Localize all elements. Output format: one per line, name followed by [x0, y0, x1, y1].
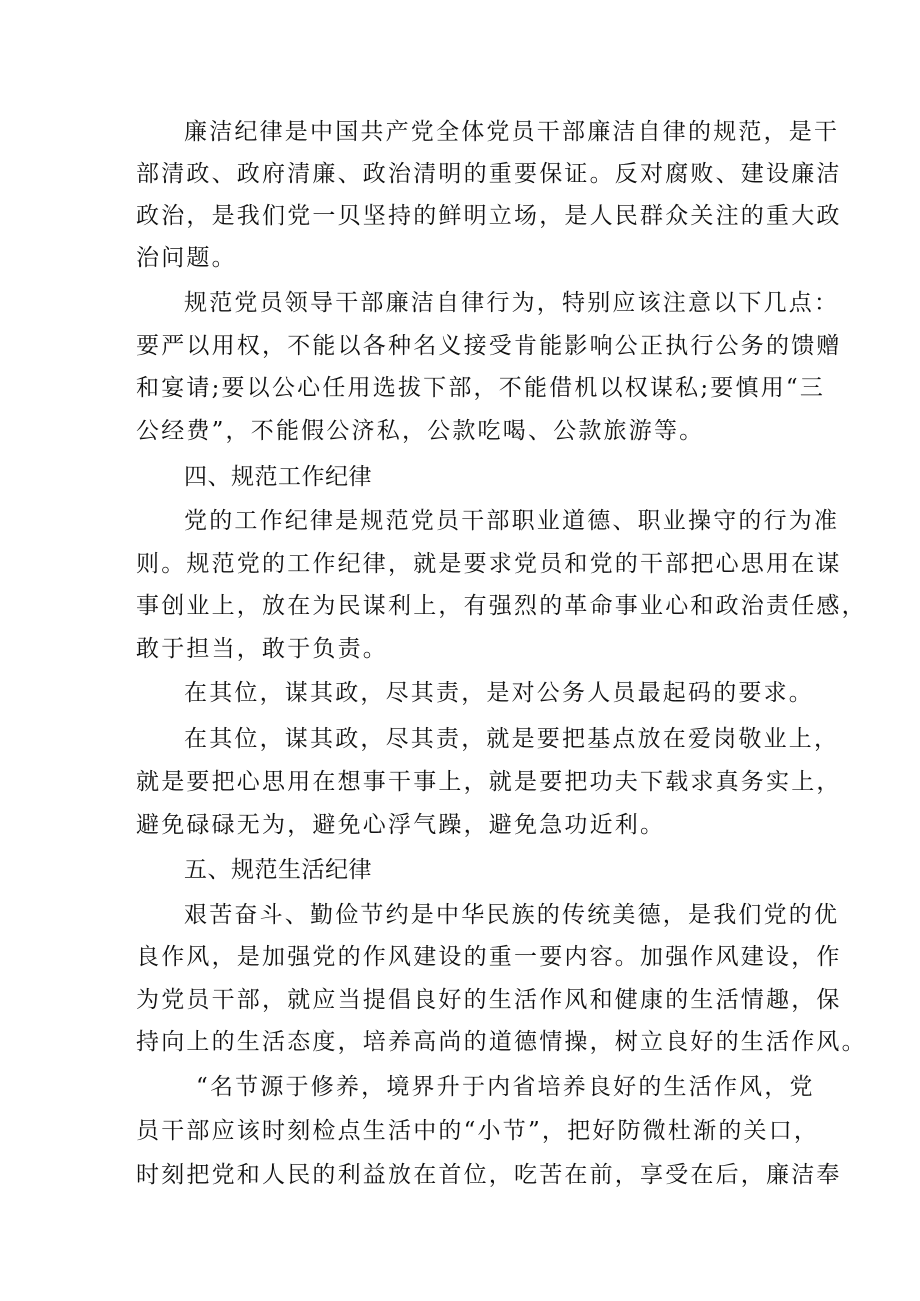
paragraph-line: 避免碌碌无为，避免心浮气躁，避免急功近利。 [136, 812, 666, 838]
paragraph-line: 员干部应该时刻检点生活中的“小节”，把好防微杜渐的关口， [136, 1118, 820, 1144]
paragraph-line: 治问题。 [136, 245, 237, 271]
section-heading: 四、规范工作纪律 [184, 464, 372, 490]
paragraph-line: 要严以用权，不能以各种名义接受肯能影响公正执行公务的馈赠 [136, 333, 842, 359]
paragraph-line: 敢于担当，敢于负责。 [136, 636, 388, 662]
paragraph-line: 和宴请;要以公心任用选拔下部，不能借机以权谋私;要慎用“三 [136, 375, 826, 401]
paragraph-line: 公经费”，不能假公济私，公款吃喝、公款旅游等。 [136, 418, 705, 444]
paragraph-line: 则。规范党的工作纪律，就是要求党员和党的干部把心思用在谋 [136, 551, 842, 577]
paragraph-line: 部清政、政府清廉、政治清明的重要保证。反对腐败、建设廉洁 [136, 161, 842, 187]
paragraph-line: 政治，是我们党一贝坚持的鲜明立场，是人民群众关注的重大政 [136, 203, 842, 229]
paragraph-line: “名节源于修养，境界升于内省培养良好的生活作风，党 [196, 1074, 815, 1100]
section-heading: 五、规范生活纪律 [184, 857, 372, 883]
paragraph-line: 规范党员领导干部廉洁自律行为，特别应该注意以下几点： [184, 290, 840, 316]
paragraph-line: 为党员干部，就应当提倡良好的生活作风和健康的生活情趣，保 [136, 987, 842, 1013]
paragraph-line: 在其位，谋其政，尽其责，是对公务人员最起码的要求。 [184, 680, 814, 706]
paragraph-line: 党的工作纪律是规范党员干部职业道德、职业操守的行为准 [184, 508, 840, 534]
paragraph-line: 艰苦奋斗、勤俭节约是中华民族的传统美德，是我们党的优 [184, 902, 840, 928]
paragraph-line: 在其位，谋其政，尽其责，就是要把基点放在爱岗敬业上， [184, 726, 840, 752]
paragraph-line: 就是要把心思用在想事干事上，就是要把功夫下载求真务实上， [136, 769, 842, 795]
paragraph-line: 时刻把党和人民的利益放在首位，吃苦在前，享受在后，廉洁奉 [136, 1162, 842, 1188]
paragraph-line: 事创业上，放在为民谋利上，有强烈的革命事业心和政治责任感， [136, 593, 867, 619]
paragraph-line: 廉洁纪律是中国共产党全体党员干部廉洁自律的规范，是干 [184, 119, 840, 145]
paragraph-line: 良作风，是加强党的作风建设的重一要内容。加强作风建设，作 [136, 944, 842, 970]
paragraph-line: 持向上的生活态度，培养高尚的道德情操，树立良好的生活作风。 [136, 1029, 867, 1055]
